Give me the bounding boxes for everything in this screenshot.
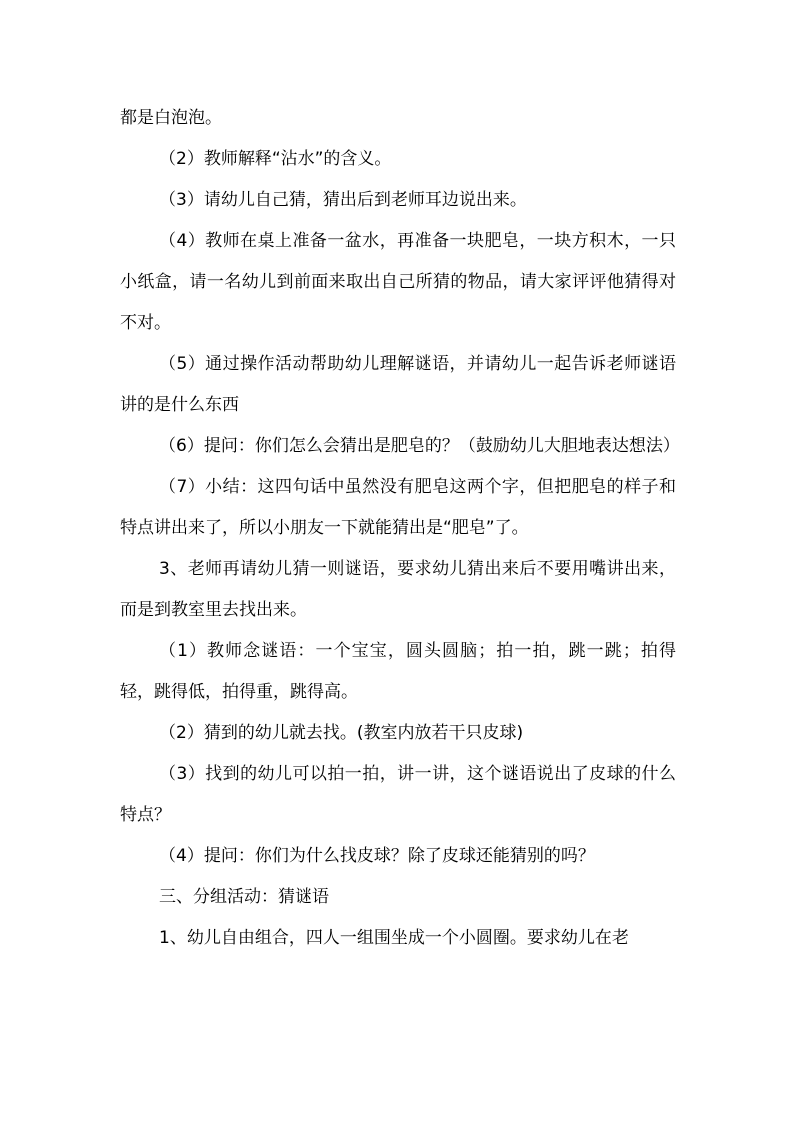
paragraph-step-2: （2）教师解释“沾水”的含义。 xyxy=(159,149,392,169)
paragraph-group-1: 1、幼儿自由组合，四人一组围坐成一个小圆圈。要求幼儿在老 xyxy=(159,928,629,948)
paragraph-step-7: （7）小结：这四句话中虽然没有肥皂这两个字，但把肥皂的样子和特点讲出来了，所以小朋友一下就能猜出是“肥皂”了。 xyxy=(120,477,676,538)
paragraph-step-6: （6）提问：你们怎么会猜出是肥皂的？（鼓励幼儿大胆地表达想法） xyxy=(159,436,680,456)
paragraph-step-3: （3）请幼儿自己猜，猜出后到老师耳边说出来。 xyxy=(159,190,527,210)
paragraph-step-5: （5）通过操作活动帮助幼儿理解谜语，并请幼儿一起告诉老师谜语讲的是什么东西 xyxy=(120,354,676,415)
paragraph-riddle-1: （1）教师念谜语：一个宝宝，圆头圆脑；拍一拍，跳一跳；拍得轻，跳得低，拍得重，跳得高。 xyxy=(120,641,676,702)
paragraph-section-3: 3、老师再请幼儿猜一则谜语，要求幼儿猜出来后不要用嘴讲出来，而是到教室里去找出来。 xyxy=(120,559,676,620)
paragraph-riddle-4: （4）提问：你们为什么找皮球？除了皮球还能猜别的吗？ xyxy=(159,846,595,866)
paragraph-continuation: 都是白泡泡。 xyxy=(120,108,222,128)
document-body xyxy=(120,98,680,959)
paragraph-step-4: （4）教师在桌上准备一盆水，再准备一块肥皂，一块方积木，一只小纸盒，请一名幼儿到前面来取出自己所猜的物品，请大家评评他猜得对不对。 xyxy=(120,231,676,333)
paragraph-riddle-3: （3）找到的幼儿可以拍一拍，讲一讲，这个谜语说出了皮球的什么特点？ xyxy=(120,764,676,825)
paragraph-riddle-2: （2）猜到的幼儿就去找。(教室内放若干只皮球) xyxy=(159,723,524,743)
section-heading-group-activity: 三、分组活动：猜谜语 xyxy=(159,887,329,907)
